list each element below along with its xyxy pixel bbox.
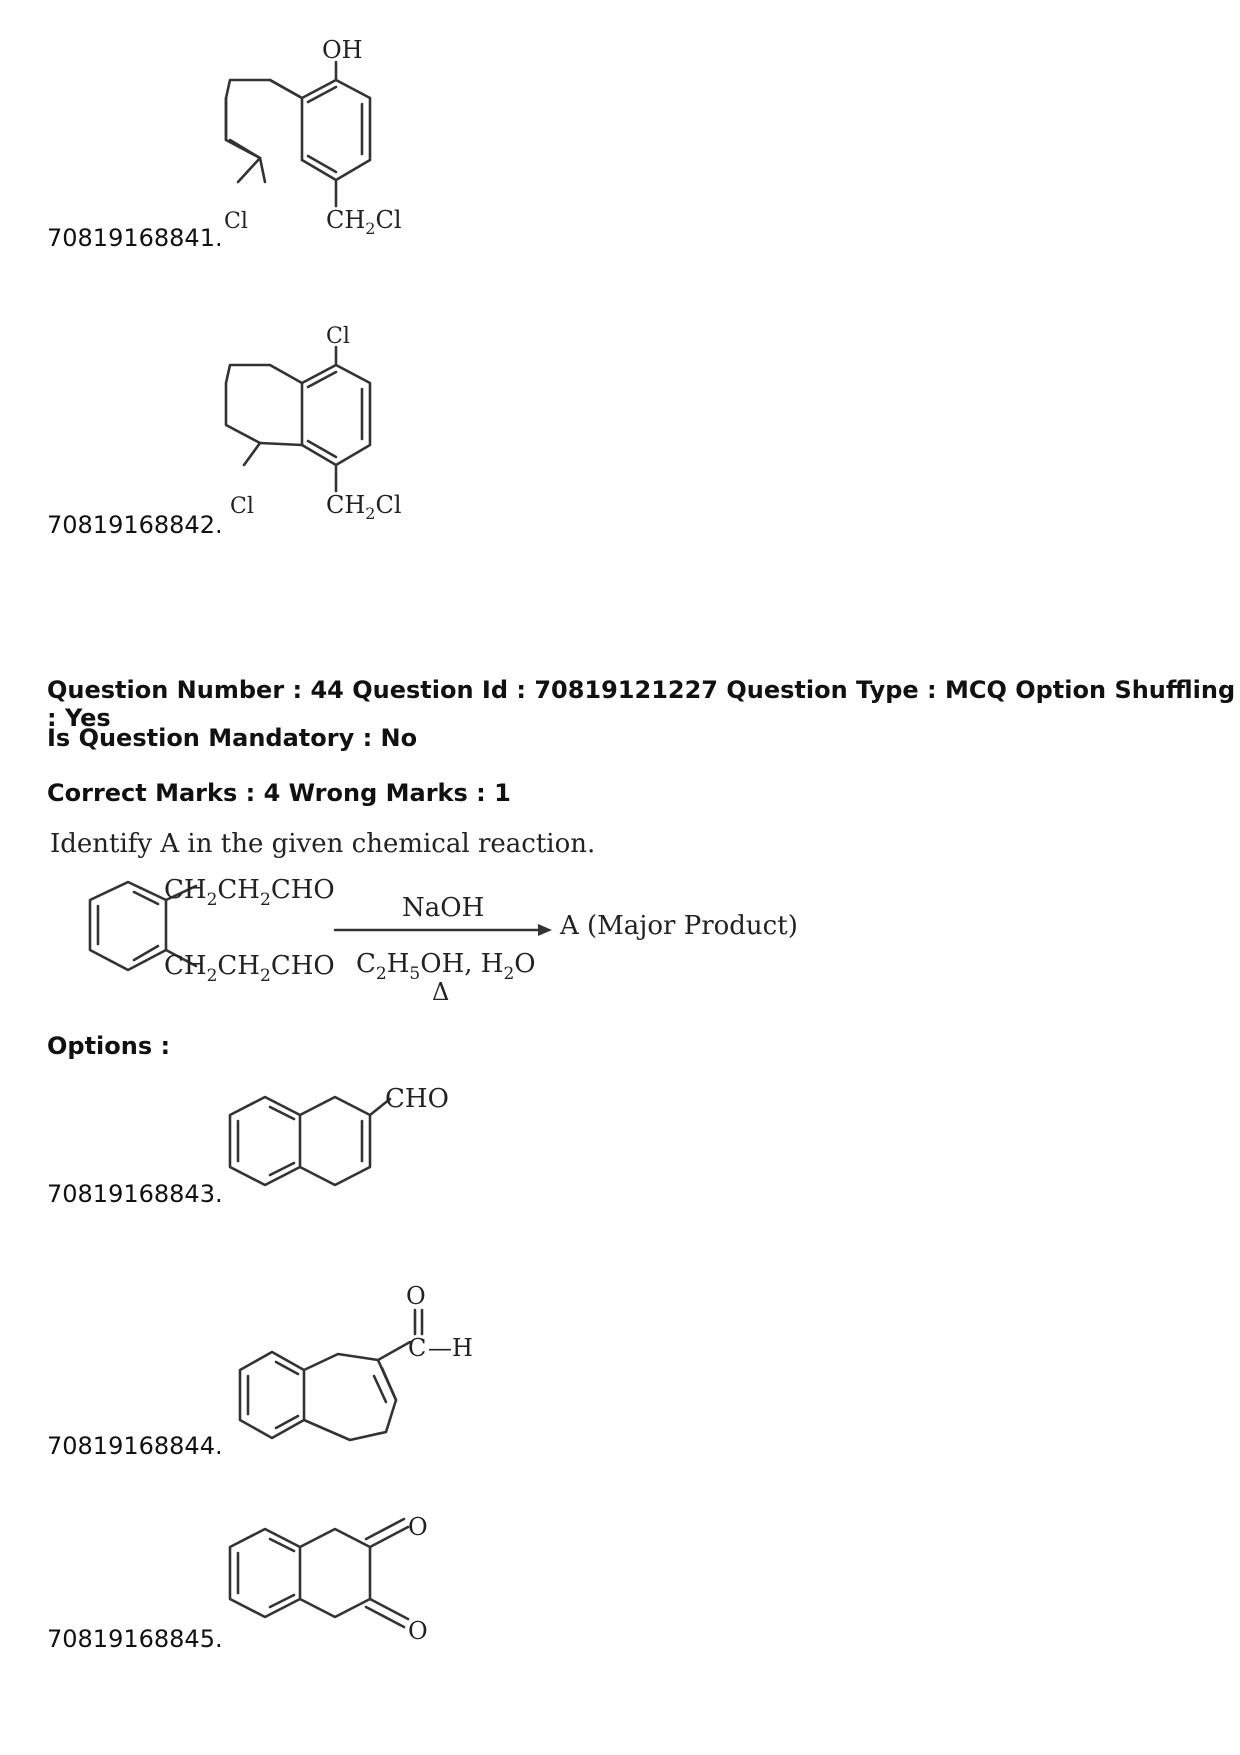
question-marks: Correct Marks : 4 Wrong Marks : 1 <box>47 779 511 807</box>
oh-label: OH <box>322 36 363 64</box>
option-id[interactable]: 70819168843. <box>47 1180 223 1208</box>
svg-text:CH2CH2CHO: $CH_2CH_2CHO$ <box>164 875 335 910</box>
chemical-structure-option-44 <box>210 1270 500 1470</box>
option-id: 70819168841. <box>47 224 223 252</box>
svg-text:CH2Cl: $CH_2Cl$ <box>326 491 402 523</box>
cho-label: CHO <box>385 1084 449 1114</box>
oxygen-label: O <box>408 1513 428 1541</box>
carbon-label: C <box>408 1334 427 1362</box>
cl-label: Cl <box>230 494 254 519</box>
hydrogen-label: —H <box>428 1334 473 1362</box>
svg-text:CH2CH2CHO: $CH_2CH_2CHO$ <box>164 951 335 986</box>
cl-label: Cl <box>326 324 350 349</box>
reagent-naoh: NaOH <box>402 893 485 923</box>
chemical-structure-option-43 <box>210 1075 500 1205</box>
svg-text:C2H5OH, H2O: $C_2H_5OH$, $H_2O$ <box>356 949 536 984</box>
reaction-scheme <box>50 870 810 1015</box>
question-mandatory: Is Question Mandatory : No <box>47 724 418 752</box>
option-id: 70819168842. <box>47 511 223 539</box>
oxygen-label: O <box>408 1617 428 1645</box>
option-id[interactable]: 70819168844. <box>47 1432 223 1460</box>
question-meta-line: Question Number : 44 Question Id : 70819121227 Question Type : MCQ Option Shuffling : Yes <box>47 676 1236 732</box>
svg-text:CH2Cl: $CH_2Cl$ <box>326 206 402 238</box>
chemical-structure-option-45 <box>210 1505 470 1655</box>
cl-label: Cl <box>224 209 248 234</box>
chemical-structure-option-41 <box>200 30 440 245</box>
question-text: Identify A in the given chemical reaction. <box>50 829 596 859</box>
product-label: A (Major Product) <box>560 911 798 941</box>
option-id[interactable]: 70819168845. <box>47 1625 223 1653</box>
heat-symbol: Δ <box>432 978 450 1006</box>
oxygen-label: O <box>406 1282 426 1310</box>
options-heading: Options : <box>47 1032 171 1060</box>
chemical-structure-option-42 <box>200 315 440 530</box>
